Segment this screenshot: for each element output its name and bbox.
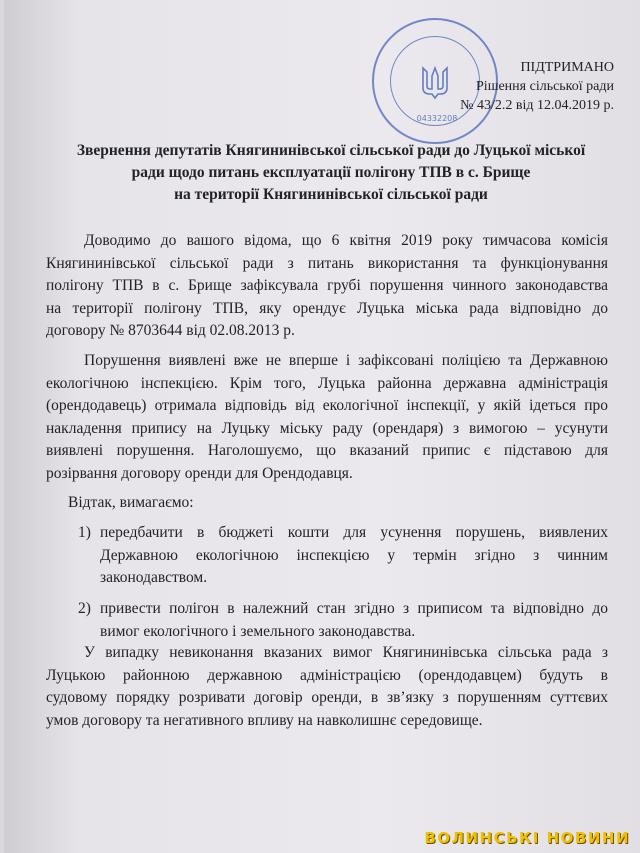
list-line: передбачити в бюджеті кошти для усунення порушень, виявлених bbox=[100, 524, 608, 541]
paragraph-line: умов договору та негативного впливу на навколишнє середовище. bbox=[46, 711, 483, 729]
demand-intro-text: Відтак, вимагаємо: bbox=[68, 494, 194, 511]
title-line-2: ради щодо питань експлуатації полігону ТПВ в с. Брище bbox=[131, 164, 531, 181]
list-line: Державною екологічною інспекцією у термін згідно з чинним bbox=[100, 546, 608, 564]
paragraph-line: Порушення виявлені вже не вперше і зафіксовані поліцією та Державною bbox=[84, 352, 608, 369]
paragraph-line: Княгининівської сільської ради з питань використання та функціонування bbox=[46, 254, 608, 272]
list-line: привести полігон в належний стан згідно з приписом та відповідно до bbox=[100, 600, 608, 617]
paragraph-line: Луцькою районною державною адміністрацією (орендодавцем) будуть в bbox=[46, 666, 608, 684]
trident-icon bbox=[420, 64, 450, 100]
paragraph-notice bbox=[46, 230, 608, 343]
list-line: вимог екологічного і земельного законодавства. bbox=[100, 622, 416, 640]
approved-label: ПІДТРИМАНО bbox=[520, 60, 614, 75]
paragraph-line: виявлені порушення. Наголошуємо, що вказаний припис є підставою для bbox=[46, 442, 608, 459]
list-line: законодавством. bbox=[100, 569, 208, 586]
paragraph-line: договору № 8703644 від 02.08.2013 р. bbox=[46, 322, 295, 339]
paragraph-line: екологічною інспекцією. Крім того, Луцька районна державна адміністрація bbox=[46, 374, 608, 392]
document-title bbox=[36, 140, 626, 206]
paragraph-line: У випадку невиконання вказаних вимог Княгининівська сільська рада з bbox=[84, 644, 608, 661]
list-number: 2) bbox=[78, 600, 91, 617]
approval-header bbox=[460, 58, 614, 115]
paragraph-consequences bbox=[46, 642, 608, 732]
news-watermark: ВОЛИНСЬКІ НОВИНИ bbox=[424, 829, 630, 847]
demand-intro bbox=[46, 492, 608, 515]
decision-number: № 43/2.2 від 12.04.2019 р. bbox=[460, 98, 614, 113]
paragraph-line: (орендодавець) отримала відповідь від екологічної інспекції, у якій ідеться про bbox=[46, 397, 608, 414]
decision-line: Рішення сільської ради bbox=[476, 79, 614, 94]
seal-code: 04332208 bbox=[416, 114, 458, 123]
paragraph-line: накладення припису на Луцьку міську раду (орендаря) з вимогою – усунути bbox=[46, 419, 608, 437]
paragraph-line: Доводимо до вашого відома, що 6 квітня 2019 року тимчасова комісія bbox=[84, 232, 608, 249]
list-number: 1) bbox=[78, 524, 91, 541]
paragraph-line: на території полігону ТПВ, яку орендує Луцька міська рада відповідно до bbox=[46, 299, 608, 317]
title-line-3: на території Княгининівської сільської ради bbox=[174, 186, 488, 203]
title-line-1: Звернення депутатів Княгининівської сільської ради до Луцької міської bbox=[76, 142, 586, 159]
paragraph-line: розірвання договору оренди для Орендодавця. bbox=[46, 464, 353, 482]
paragraph-line: полігону ТПВ в с. Брище зафіксувала грубі порушення чинного законодавства bbox=[46, 277, 608, 294]
paragraph-violations bbox=[46, 350, 608, 485]
paragraph-line: судовому порядку розривати договір оренди, в зв’язку з порушенням суттєвих bbox=[46, 689, 608, 706]
